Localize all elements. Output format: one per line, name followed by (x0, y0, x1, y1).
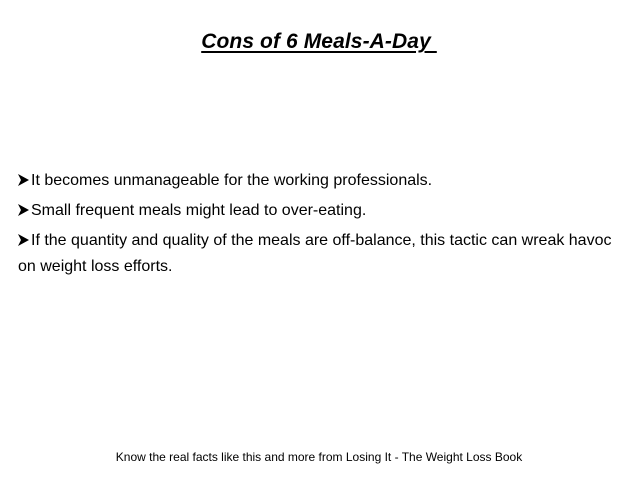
slide-title: Cons of 6 Meals-A-Day (201, 30, 437, 53)
bullet-list (18, 168, 618, 280)
arrow-bullet-icon (18, 174, 29, 186)
bullet-item (18, 228, 618, 280)
bullet-item (18, 168, 618, 194)
bullet-item (18, 198, 618, 224)
bullet-text: If the quantity and quality of the meals are off-balance, this tactic can wreak havoc on weight loss efforts. (18, 232, 612, 275)
bullet-text: Small frequent meals might lead to over-eating. (31, 202, 367, 219)
footer-text: Know the real facts like this and more from Losing It - The Weight Loss Book (115, 450, 523, 464)
arrow-bullet-icon (18, 234, 29, 246)
bullet-text: It becomes unmanageable for the working professionals. (31, 172, 433, 189)
arrow-bullet-icon (18, 204, 29, 216)
